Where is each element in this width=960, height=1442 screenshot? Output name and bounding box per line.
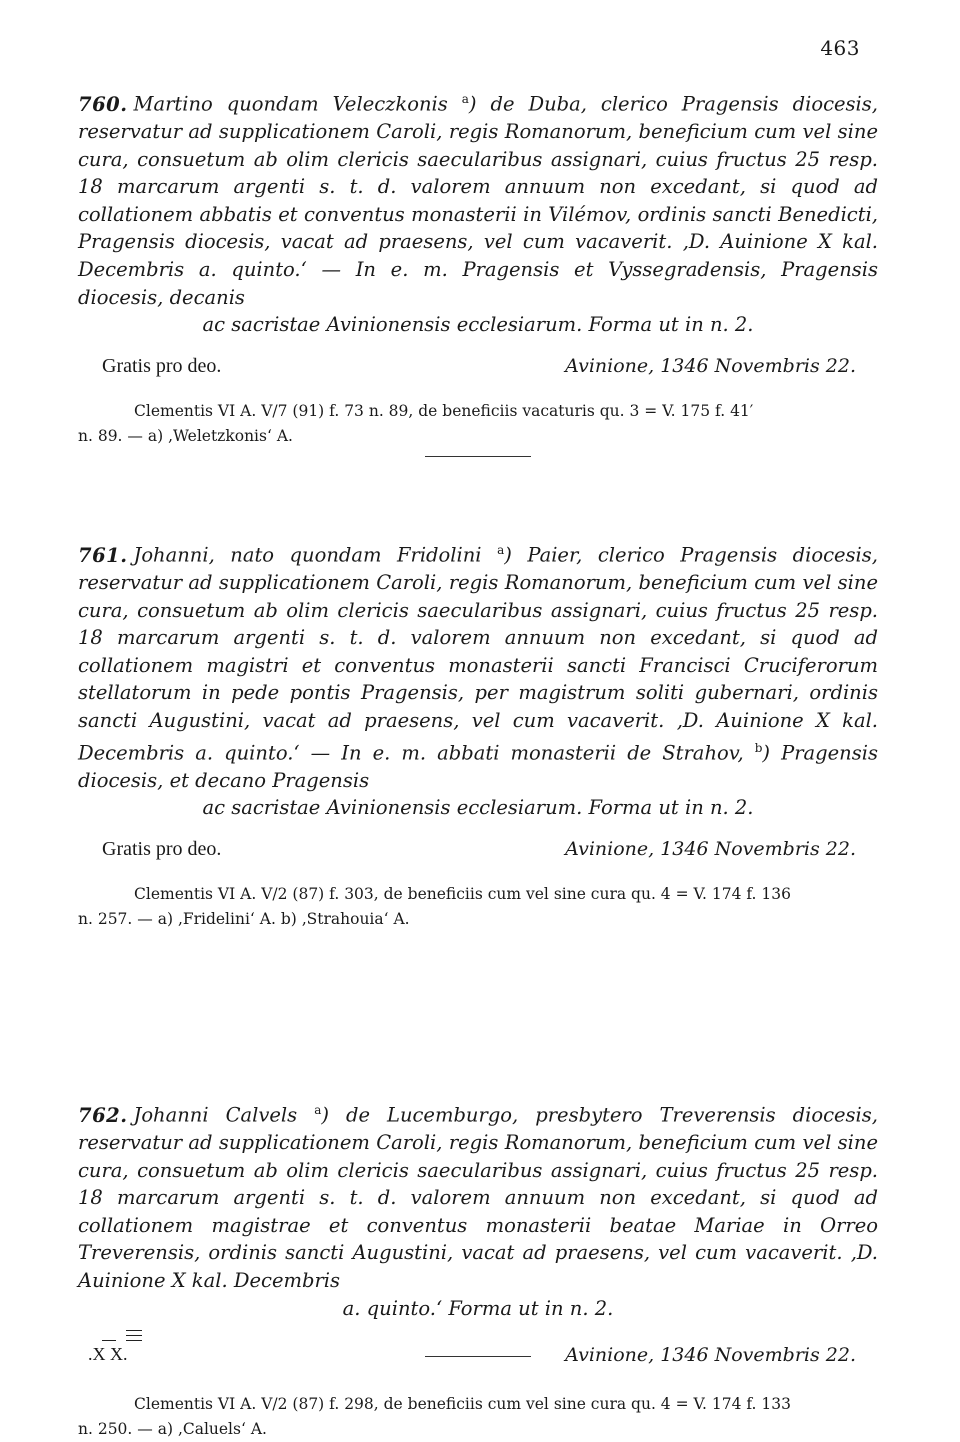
- archival-reference: Clementis VI A. V/2 (87) f. 303, de beneficiis cum vel sine cura qu. 4 = V. 174 f. 136 n. 257. — a) ‚Fridelini‘ A. b) ‚Strahouia‘ A.: [78, 884, 791, 928]
- entry-closing: ac sacristae Avinionensis ecclesiarum. Forma ut in n. 2.: [202, 796, 754, 820]
- overline-mark: [126, 1340, 142, 1341]
- tax-date-row: [78, 1344, 878, 1378]
- overline-mark: [102, 1340, 116, 1341]
- section-divider: [425, 1356, 531, 1357]
- tax-mark: .X X.: [88, 1344, 128, 1365]
- entry-body: 761. Johanni, nato quondam Fridolini $^a$) Paier, clerico Pragensis diocesis, reservatur ad supplicationem Caroli, regis Romanorum, beneficium cum vel sine cura, consuetum ab olim clericis saecularibus assignari, cuius fructus 25 resp. 18 marcarum argenti s. t. d. valorem annuum non excedant, si quod ad collationem magistri et conventus monasterii sancti Francisci Cruciferorum stellatorum in pede pontis Pragensis, per magistrum soliti gubernari, ordinis sancti Augustini, vacat ad praesens, vel cum vacaverit. ‚D. Auinione X kal. Decembris a. quinto.‘ — In e. m. abbati monasterii de Strahov, $^b$) Pragensis diocesis, et decano Pragensis: [78, 543, 879, 792]
- entry-body: 762. Johanni Calvels $^a$) de Lucemburgo, presbytero Treverensis diocesis, reservatur ad supplicationem Caroli, regis Romanorum, beneficium cum vel sine cura, consuetum ab olim clericis saecularibus assignari, cuius fructus 25 resp. 18 marcarum argenti s. t. d. valorem annuum non excedant, si quod ad collationem magistrae et conventus monasterii beatae Mariae in Orreo Treverensis, ordinis sancti Augustini, vacat ad praesens, vel cum vacaverit. ‚D. Auinione X kal. Decembris: [78, 1103, 878, 1293]
- section-divider: [425, 456, 531, 457]
- entry-number: 760.: [78, 92, 128, 116]
- gratis-note: Gratis pro deo.: [102, 354, 222, 377]
- entry-closing: ac sacristae Avinionensis ecclesiarum. Forma ut in n. 2.: [202, 313, 754, 337]
- footnote-mark: b: [754, 740, 763, 755]
- entry-number: 761.: [78, 543, 128, 567]
- entry-date: Avinione, 1346 Novembris 22.: [565, 354, 856, 377]
- entry-date: Avinione, 1346 Novembris 22.: [565, 837, 856, 860]
- entry-body: 760. Martino quondam Veleczkonis $^a$) de Duba, clerico Pragensis diocesis, reservatur ad supplicationem Caroli, regis Romanorum, beneficium cum vel sine cura, consuetum ab olim clericis saecularibus assignari, cuius fructus 25 resp. 18 marcarum argenti s. t. d. valorem annuum non excedant, si quod ad collationem abbatis et conventus monasterii in Vilémov, ordinis sancti Benedicti, Pragensis diocesis, vacat ad praesens, vel cum vacaverit. ‚D. Auinione X kal. Decembris a. quinto.‘ — In e. m. Pragensis et Vyssegradensis, Pragensis diocesis, decanis: [78, 92, 878, 309]
- gratis-date-row: [78, 838, 878, 868]
- entry-762: [78, 1097, 878, 1442]
- overline-mark: [126, 1335, 142, 1336]
- entry-760: [78, 86, 878, 449]
- overline-mark: [126, 1330, 142, 1331]
- footnote-mark: a: [314, 1103, 322, 1117]
- footnote-mark: a: [497, 543, 505, 557]
- footnote-mark: a: [461, 92, 469, 106]
- archival-reference: Clementis VI A. V/2 (87) f. 298, de beneficiis cum vel sine cura qu. 4 = V. 174 f. 133 n. 250. — a) ‚Caluels‘ A.: [78, 1395, 791, 1439]
- entry-closing: a. quinto.‘ Forma ut in n. 2.: [342, 1296, 614, 1320]
- entry-number: 762.: [78, 1103, 128, 1127]
- archival-reference: Clementis VI A. V/7 (91) f. 73 n. 89, de beneficiis vacaturis qu. 3 = V. 175 f. 41′ n. 89. — a) ‚Weletzkonis‘ A.: [78, 401, 754, 445]
- page-number: 463: [820, 36, 860, 60]
- entry-761: [78, 537, 878, 932]
- entry-date: Avinione, 1346 Novembris 22.: [565, 1344, 856, 1367]
- gratis-date-row: [78, 355, 878, 385]
- gratis-note: Gratis pro deo.: [102, 837, 222, 860]
